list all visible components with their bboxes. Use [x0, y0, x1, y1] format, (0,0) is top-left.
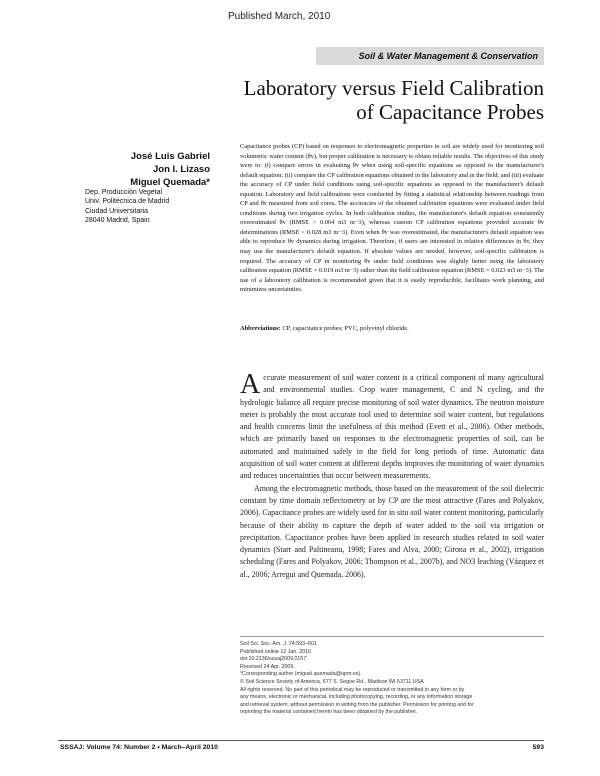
footnote-line: Received 24 Apr. 2009. [240, 663, 295, 670]
footnote-line: Published online 12 Jan. 2010 [240, 648, 311, 655]
page-number: 593 [532, 744, 544, 751]
section-label: Soil & Water Management & Conservation [316, 47, 544, 65]
footnote-line: any means, electronic or mechanical, including photocopying, recording, or any information storage [240, 694, 473, 701]
footnotes [240, 641, 544, 717]
title-line-2: of Capacitance Probes [356, 100, 544, 124]
footnote-line: Soil Sci. Soc. Am. J. 74:593–601 [240, 641, 317, 647]
affiliation-line: Dep. Producción Vegetal [85, 189, 163, 196]
drop-cap: A [240, 369, 261, 400]
footnote-line: © Soil Science Society of America, 677 S. Segoe Rd., Madison WI 53711 USA [240, 678, 424, 685]
body-text [240, 369, 544, 581]
abstract-text: Capacitance probes (CP) based on responses to electromagnetic properties in soil are widely used for monitoring soil volumetric water content (θv), but proper calibration is necessary to obtain reliable results. The objectives of this study were to: (i) compare errors in evaluating θv when using soil-specific equations as opposed to the manufacturer's default equation; (ii) compare the CP calibration equations obtained in the laboratory and in the field; and (iii) evaluate the accuracy of CP under field conditions using soil-specific equations as opposed to the manufacturer's default equation. Laboratory and field calibrations were conducted by fitting a statistical relationship between readings from CP and θv measured from soil cores. The accuracies of the obtained calibration equations were evaluated under field conditions during two irrigation cycles. In both calibration studies, the manufacturer's default equation consistently overestimated θv (RMSE > 0.064 m3 m−3), whereas custom CP calibration equations provided accurate θv determinations (RMSE < 0.028 m3 m−3). Even when θv was overestimated, the manufacturer's default equation was able to reproduce θv dynamics during irrigation. Therefore, if users are interested in relative differences in θv, they may use the manufacturer's default equation. If absolute values are needed, however, soil-specific calibration is required. The accuracy of CP in monitoring θv under field conditions was slightly better using the laboratory calibration equation (RMSE = 0.019 m3 m−3) rather than the field calibration equation (RMSE = 0.023 m3 m−3). The use of a laboratory calibration is recommended given that it is easily reproducible, facilitates work planning, and minimizes uncertainties. [240, 143, 544, 294]
footer-divider [58, 740, 544, 741]
affiliation-line: 28040 Madrid, Spain [85, 217, 150, 225]
footnote-line: *Corresponding author (miguel.quemada@upm.es). [240, 671, 362, 678]
paragraph-1-text: ccurate measurement of soil water content is a critical component of many agricultural and environmental studies. Crop water management, C and N cycling, and the hydrologic balance all require precise monitoring of soil water dynamics. The neutron moisture meter is probably the most accurate tool used to determine soil water content, but regulations and health concerns limit the usefulness of this method (Evett et al., 2006). Other methods, which are primarily based on responses to the electromagnetic properties of soil, can be automated and maintained safely in the field for long periods of time. Automatic data acquisition of soil water content at different depths improves the monitoring of water dynamics and reduces uncertainties that occur between measurements. [240, 373, 544, 481]
author-list [62, 150, 210, 189]
published-date: Published March, 2010 [228, 11, 331, 22]
footnote-line: All rights reserved. No part of this periodical may be reproduced or transmitted in any form or by [240, 686, 465, 693]
affiliation-line: Univ. Politécnica de Madrid [85, 198, 170, 206]
author-name: José Luis Gabriel [130, 151, 210, 162]
affiliation-line: Ciudad Universitaria [85, 207, 149, 215]
body-paragraph-1 [240, 369, 544, 483]
footnote-line: doi:10.2136/sssaj2009.0157 [240, 656, 307, 663]
body-paragraph-2: Among the electromagnetic methods, those based on the measurement of the soil dielectric constant by time domain reflectometry or by CP are the most attractive (Fares and Polyakov, 2006). Capacitance probes are widely used for in situ soil water content monitoring, particularly because of their ability to capture the depth of water added to the soil via irrigation or precipitation. Capacitance probes have been applied in research studies related to soil water dynamics (Starr and Paltineanu, 1998; Fares and Alva, 2000; Girona et al., 2002), irrigation scheduling (Fares and Polyakov, 2006; Thompson et al., 2007b), and NO3 leaching (Vázquez et al., 2006; Arregui and Quemada, 2006). [240, 483, 544, 579]
title-line-1: Laboratory versus Field Calibration [243, 76, 544, 100]
abbreviations-text: CP, capacitance probes; PVC, polyvinyl chloride. [280, 325, 409, 332]
author-name: Miguel Quemada* [130, 177, 210, 188]
footnote-divider [240, 636, 544, 637]
footnote-line: reprinting the material contained herein has been obtained by the publisher. [240, 709, 417, 716]
abbreviations-label: Abbreviations: [240, 325, 281, 332]
author-name: Jon I. Lizaso [152, 164, 210, 175]
footnote-line: and retrieval system, without permission in writing from the publisher. Permission for printing and for [240, 701, 474, 708]
abstract [240, 142, 544, 295]
abbreviations [240, 324, 544, 333]
affiliation [85, 188, 210, 226]
article-title [180, 76, 544, 124]
journal-footer: SSSAJ: Volume 74: Number 2 • March–April 2010 [60, 744, 218, 751]
